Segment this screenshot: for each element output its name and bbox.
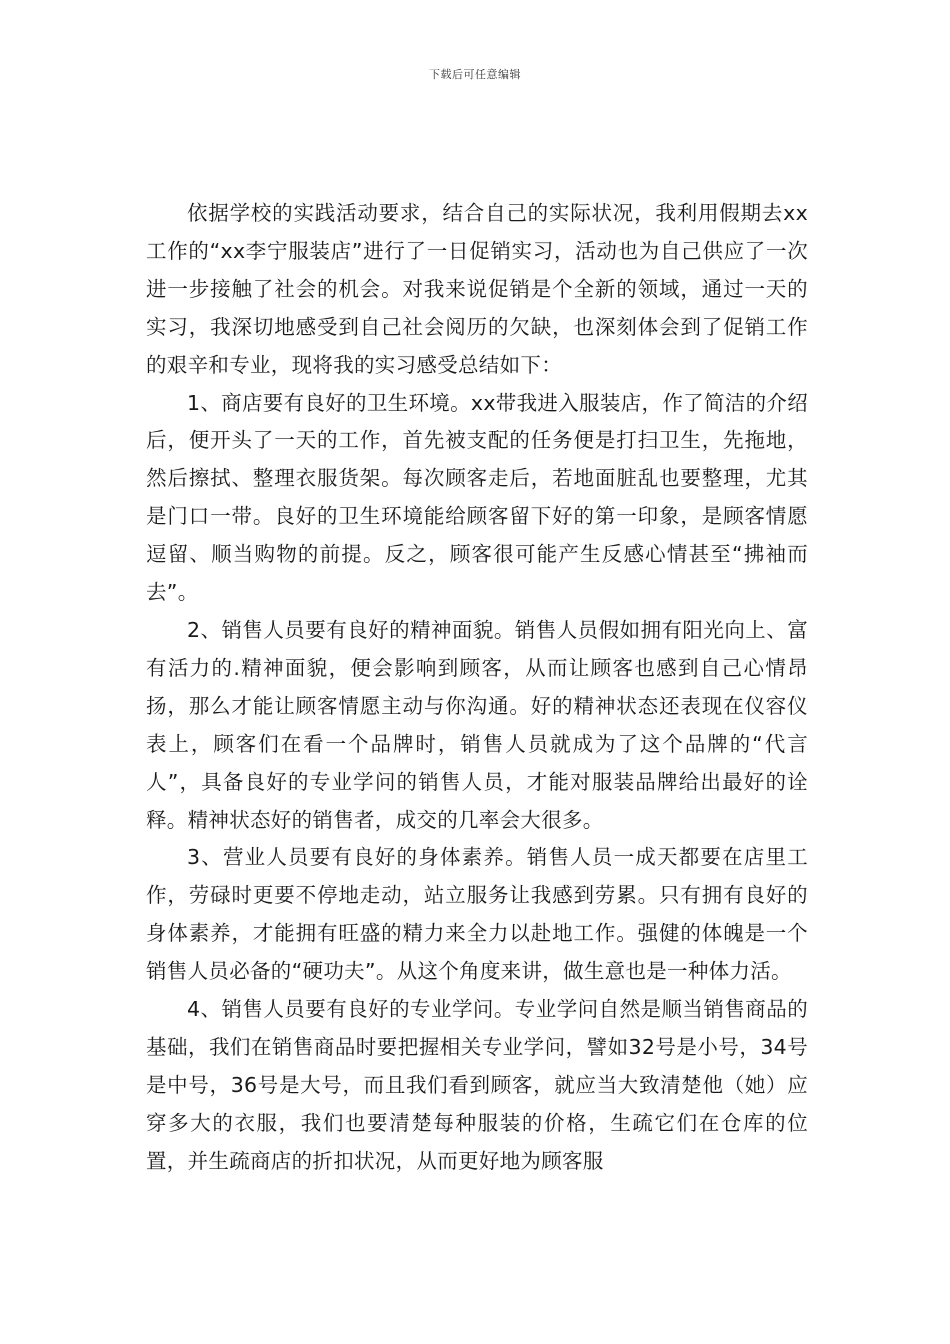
- document-body: [146, 195, 808, 1181]
- paragraph-knowledge: 4、销售人员要有良好的专业学问。专业学问自然是顺当销售商品的基础，我们在销售商品时要把握相关专业学问，譬如32号是小号，34号是中号，36号是大号，而且我们看到顾客，就应当大致清楚他（她）应穿多大的衣服，我们也要清楚每种服装的价格，生疏它们在仓库的位置，并生疏商店的折扣状况，从而更好地为顾客服: [146, 997, 808, 1173]
- intro-paragraph: 依据学校的实践活动要求，结合自己的实际状况，我利用假期去xx工作的“xx李宁服装店”进行了一日促销实习，活动也为自己供应了一次进一步接触了社会的机会。对我来说促销是个全新的领域，通过一天的实习，我深切地感受到自己社会阅历的欠缺，也深刻体会到了促销工作的艰辛和专业，现将我的实习感受总结如下：: [146, 201, 808, 377]
- paragraph-fitness: 3、营业人员要有良好的身体素养。销售人员一成天都要在店里工作，劳碌时更要不停地走动，站立服务让我感到劳累。只有拥有良好的身体素养，才能拥有旺盛的精力来全力以赴地工作。强健的体魄是一个销售人员必备的“硬功夫”。从这个角度来讲，做生意也是一种体力活。: [146, 845, 808, 984]
- page-header: 下载后可任意编辑: [429, 68, 521, 81]
- paragraph-hygiene: 1、商店要有良好的卫生环境。xx带我进入服装店，作了简洁的介绍后，便开头了一天的工作，首先被支配的任务便是打扫卫生，先拖地，然后擦拭、整理衣服货架。每次顾客走后，若地面脏乱也要整理，尤其是门口一带。良好的卫生环境能给顾客留下好的第一印象，是顾客情愿逗留、顺当购物的前提。反之，顾客很可能产生反感心情甚至“拂袖而去”。: [146, 390, 808, 605]
- paragraph-spirit: 2、销售人员要有良好的精神面貌。销售人员假如拥有阳光向上、富有活力的.精神面貌，便会影响到顾客，从而让顾客也感到自己心情昂扬，那么才能让顾客情愿主动与你沟通。好的精神状态还表现在仪容仪表上，顾客们在看一个品牌时，销售人员就成为了这个品牌的“代言人”，具备良好的专业学问的销售人员，才能对服装品牌给出最好的诠释。精神状态好的销售者，成交的几率会大很多。: [146, 617, 808, 832]
